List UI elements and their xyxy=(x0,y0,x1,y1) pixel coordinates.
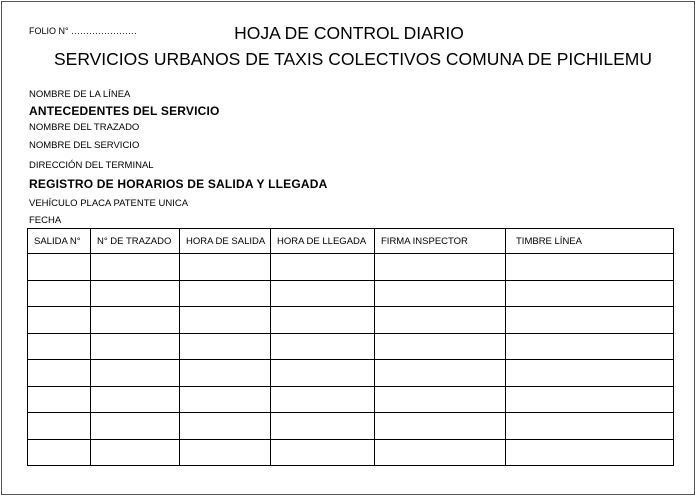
column-header-hora-salida: HORA DE SALIDA xyxy=(180,229,271,254)
table-cell[interactable] xyxy=(375,386,506,413)
column-header-trazado: N° DE TRAZADO xyxy=(91,229,180,254)
field-nombre-servicio: NOMBRE DEL SERVICIO xyxy=(29,140,140,151)
table-cell[interactable] xyxy=(506,254,674,281)
table-cell[interactable] xyxy=(91,413,180,440)
field-direccion-terminal: DIRECCIÓN DEL TERMINAL xyxy=(29,160,154,171)
table-cell[interactable] xyxy=(180,254,271,281)
table-cell[interactable] xyxy=(375,333,506,360)
table-cell[interactable] xyxy=(91,333,180,360)
table-cell[interactable] xyxy=(28,307,91,334)
table-cell[interactable] xyxy=(28,360,91,387)
table-cell[interactable] xyxy=(271,386,375,413)
table-cell[interactable] xyxy=(271,333,375,360)
column-header-firma-inspector: FIRMA INSPECTOR xyxy=(375,229,506,254)
table-cell[interactable] xyxy=(271,360,375,387)
table-cell[interactable] xyxy=(271,307,375,334)
table-cell[interactable] xyxy=(180,333,271,360)
table-cell[interactable] xyxy=(375,280,506,307)
table-cell[interactable] xyxy=(506,307,674,334)
section-registro-horarios: REGISTRO DE HORARIOS DE SALIDA Y LLEGADA xyxy=(29,177,328,191)
table-cell[interactable] xyxy=(506,413,674,440)
table-cell[interactable] xyxy=(91,254,180,281)
table-row xyxy=(28,307,674,334)
column-header-salida: SALIDA N° xyxy=(28,229,91,254)
column-header-timbre-linea: TIMBRE LÍNEA xyxy=(506,229,674,254)
table-cell[interactable] xyxy=(271,280,375,307)
folio-label: FOLIO N° xyxy=(29,26,69,36)
table-cell[interactable] xyxy=(375,439,506,466)
table-cell[interactable] xyxy=(28,280,91,307)
folio-blank: ...................... xyxy=(71,26,138,36)
field-nombre-linea: NOMBRE DE LA LÍNEA xyxy=(29,89,131,100)
table-cell[interactable] xyxy=(506,439,674,466)
table-row xyxy=(28,333,674,360)
registro-table xyxy=(27,228,674,466)
table-cell[interactable] xyxy=(271,413,375,440)
table-row xyxy=(28,280,674,307)
document-title: HOJA DE CONTROL DIARIO xyxy=(234,23,464,43)
table-cell[interactable] xyxy=(375,307,506,334)
table-cell[interactable] xyxy=(506,386,674,413)
table-cell[interactable] xyxy=(28,333,91,360)
table-cell[interactable] xyxy=(375,254,506,281)
table-cell[interactable] xyxy=(91,280,180,307)
table-header-row xyxy=(28,229,674,254)
table-cell[interactable] xyxy=(375,360,506,387)
table-cell[interactable] xyxy=(91,360,180,387)
table-cell[interactable] xyxy=(91,307,180,334)
table-cell[interactable] xyxy=(506,360,674,387)
table-cell[interactable] xyxy=(91,386,180,413)
table-cell[interactable] xyxy=(180,413,271,440)
table-cell[interactable] xyxy=(271,439,375,466)
table-row xyxy=(28,413,674,440)
table-cell[interactable] xyxy=(180,386,271,413)
field-fecha: FECHA xyxy=(29,215,62,226)
table-cell[interactable] xyxy=(28,386,91,413)
table-cell[interactable] xyxy=(271,254,375,281)
table-cell[interactable] xyxy=(28,413,91,440)
table-cell[interactable] xyxy=(28,254,91,281)
table-row xyxy=(28,360,674,387)
table-cell[interactable] xyxy=(91,439,180,466)
table-cell[interactable] xyxy=(506,333,674,360)
table-cell[interactable] xyxy=(28,439,91,466)
table-cell[interactable] xyxy=(506,280,674,307)
table-row xyxy=(28,386,674,413)
table-cell[interactable] xyxy=(375,413,506,440)
field-vehiculo-placa: VEHÍCULO PLACA PATENTE UNICA xyxy=(29,198,189,209)
table-row xyxy=(28,254,674,281)
table-cell[interactable] xyxy=(180,280,271,307)
column-header-hora-llegada: HORA DE LLEGADA xyxy=(271,229,375,254)
table-row xyxy=(28,439,674,466)
table-cell[interactable] xyxy=(180,360,271,387)
document-subtitle: SERVICIOS URBANOS DE TAXIS COLECTIVOS COMUNA DE PICHILEMU xyxy=(53,49,653,69)
table-cell[interactable] xyxy=(180,439,271,466)
field-nombre-trazado: NOMBRE DEL TRAZADO xyxy=(29,122,140,133)
table-cell[interactable] xyxy=(180,307,271,334)
section-antecedentes: ANTECEDENTES DEL SERVICIO xyxy=(29,104,220,118)
